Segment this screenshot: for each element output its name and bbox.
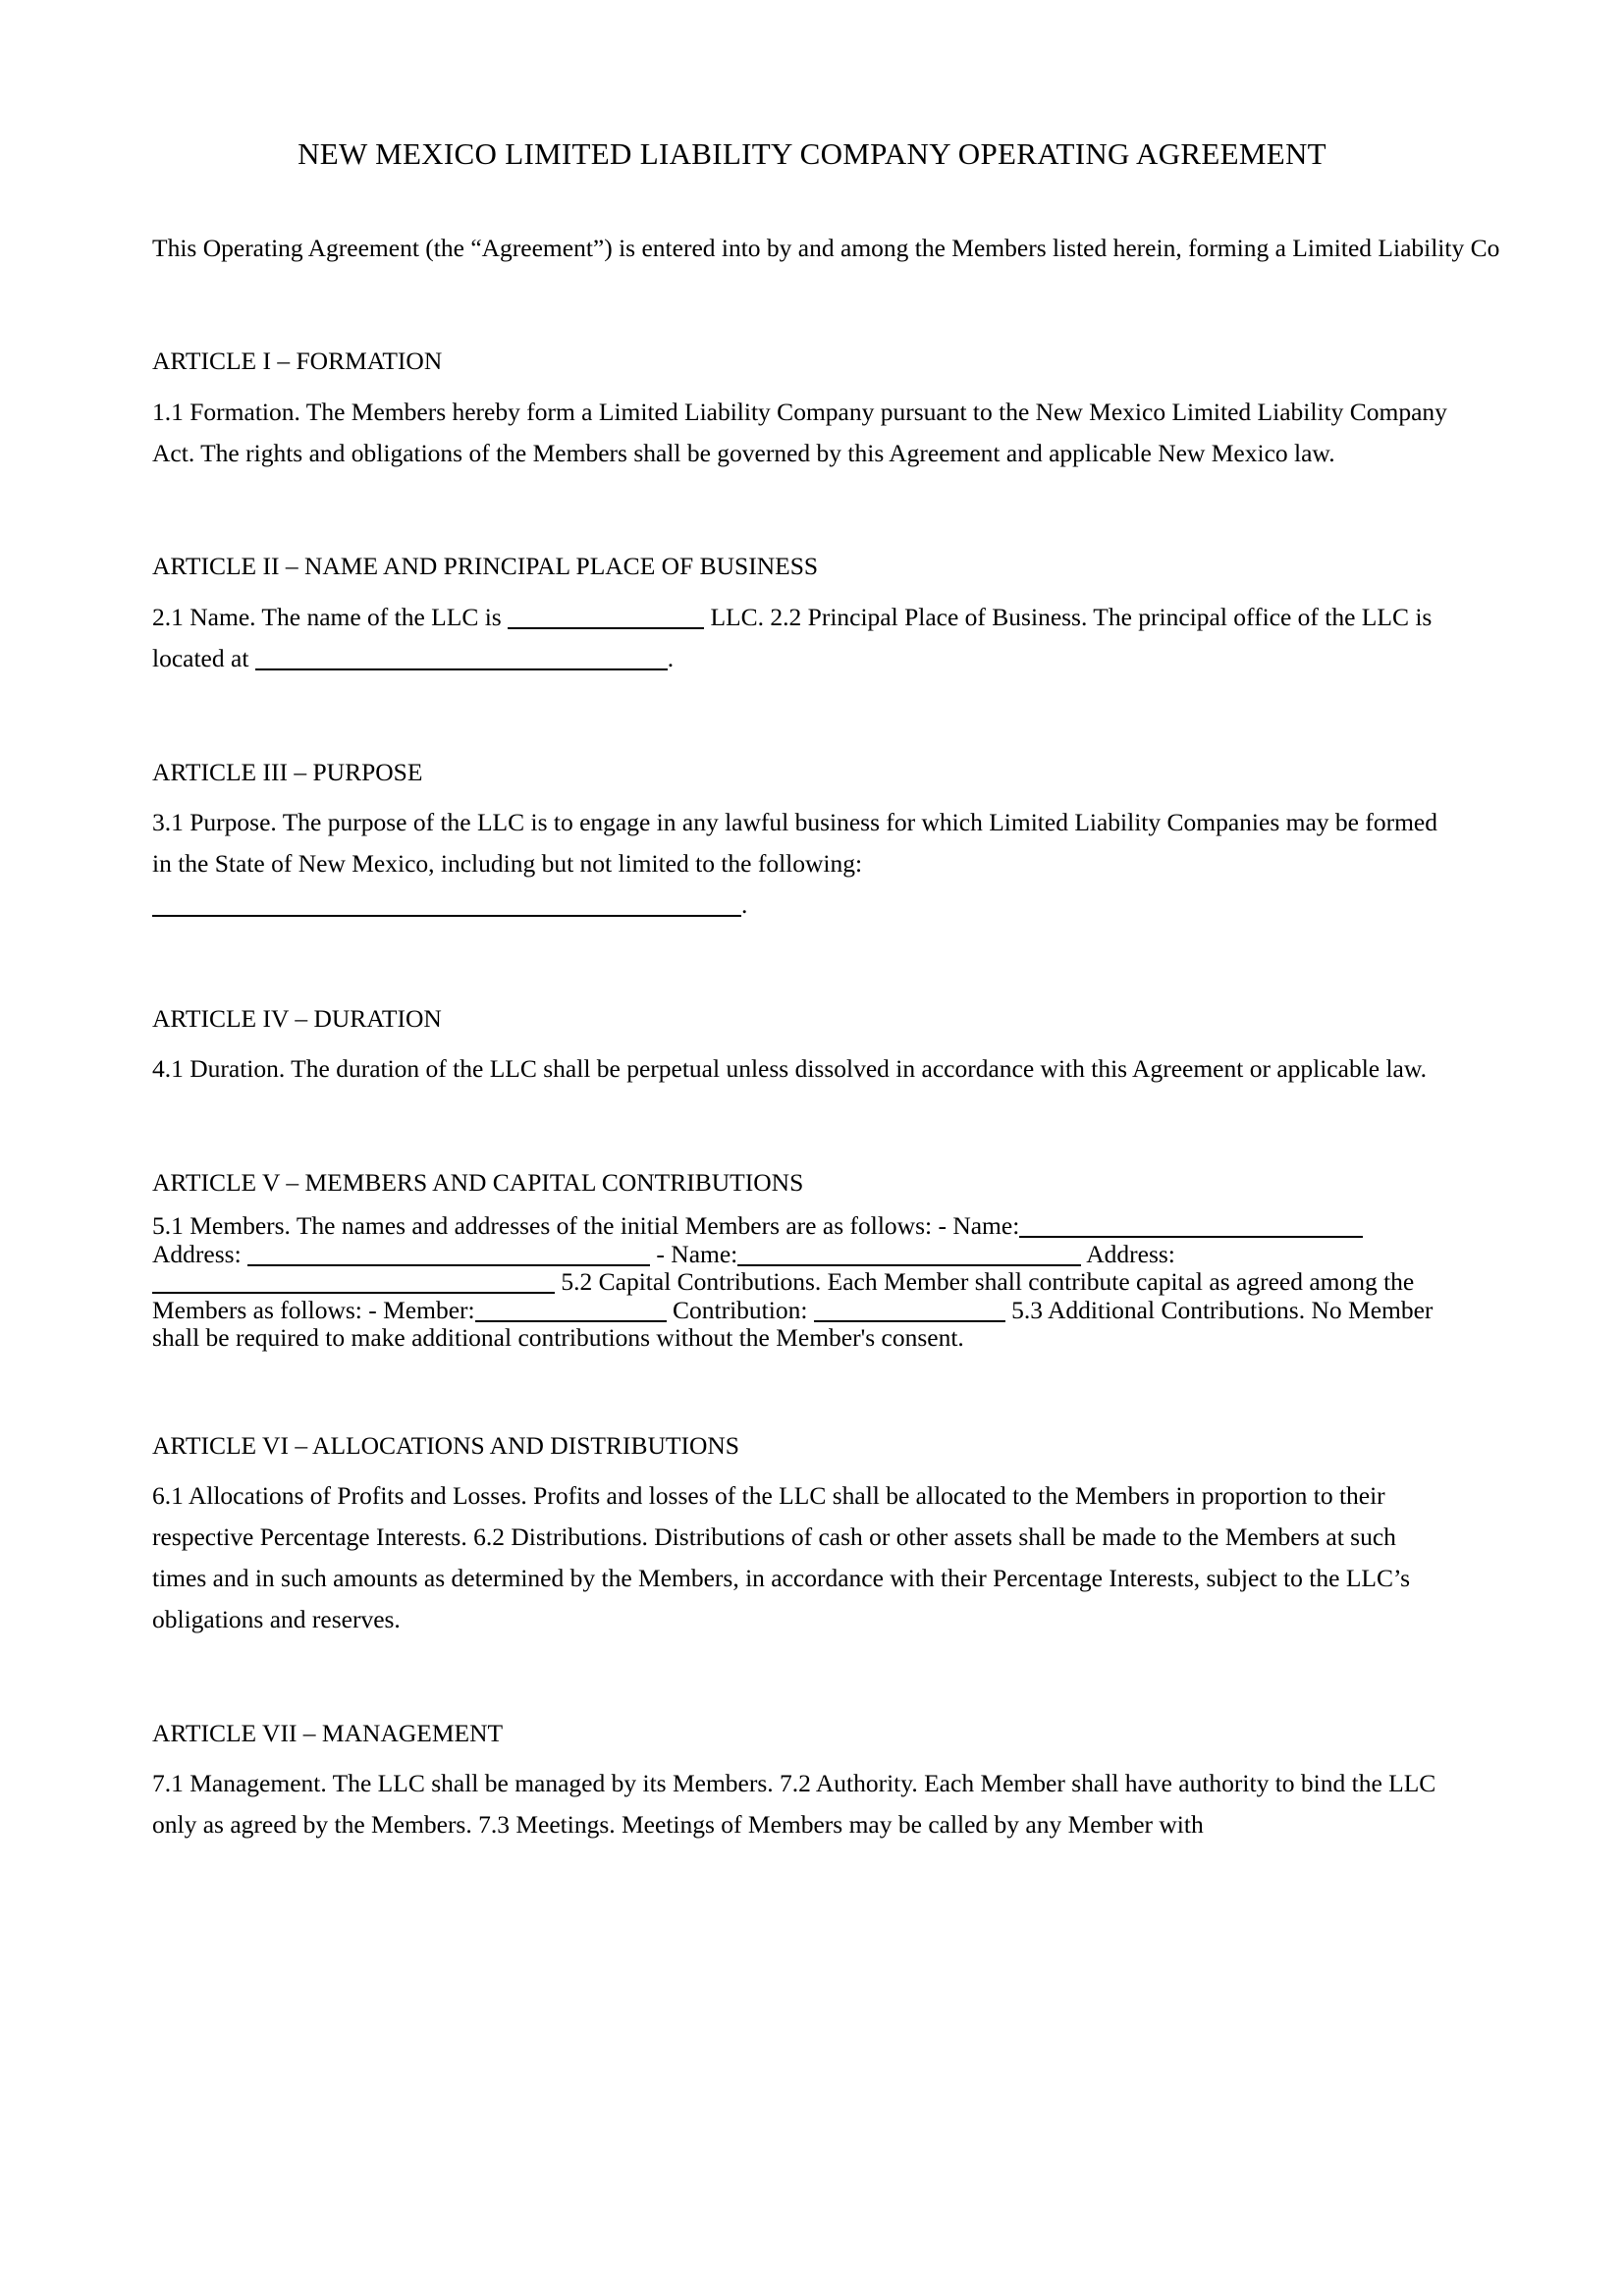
llc-name-blank[interactable] bbox=[508, 627, 704, 629]
article-management bbox=[152, 1713, 1453, 1845]
member-1-name-blank[interactable] bbox=[1019, 1236, 1363, 1238]
member-2-name-blank[interactable] bbox=[737, 1264, 1081, 1266]
text-segment: 2.1 Name. The name of the LLC is bbox=[152, 602, 509, 631]
text-segment: 5.3 Additional Contributions. No Member shall be required to make additional contributions without the Member's consent. bbox=[152, 1295, 1434, 1353]
spacer bbox=[152, 1466, 1453, 1475]
capital-member-blank[interactable] bbox=[475, 1320, 667, 1322]
spacer bbox=[152, 1090, 1453, 1162]
text-segment: 3.1 Purpose. The purpose of the LLC is to engage in any lawful business for which Limited Liability Companies may be formed in the State of New Mexico, including but not limited to the following: bbox=[152, 807, 1437, 878]
article-formation bbox=[152, 341, 1453, 473]
article-body: 7.1 Management. The LLC shall be managed by its Members. 7.2 Authority. Each Member shall have authority to bind the LLC only as agreed by the Members. 7.3 Meetings. Meetings of Members may be called by any Member with bbox=[152, 1769, 1436, 1840]
spacer bbox=[152, 1353, 1453, 1425]
spacer bbox=[152, 926, 1453, 998]
article-heading: ARTICLE VII – MANAGEMENT bbox=[152, 1719, 504, 1748]
text-segment: Address: bbox=[152, 1239, 248, 1268]
text-segment: 5.2 Capital Contributions. Each Member shall contribute capital as agreed among the Members as follows: - Member: bbox=[152, 1267, 1415, 1324]
capital-contribution-blank[interactable] bbox=[814, 1320, 1005, 1322]
article-body bbox=[152, 802, 1453, 926]
spacer bbox=[152, 473, 1453, 546]
document-body bbox=[152, 228, 1500, 1845]
purpose-blank[interactable] bbox=[152, 915, 741, 917]
article-heading: ARTICLE VI – ALLOCATIONS AND DISTRIBUTIONS bbox=[152, 1431, 739, 1461]
article-body: 1.1 Formation. The Members hereby form a Limited Liability Company pursuant to the New Mexico Limited Liability Company Act. The rights and obligations of the Members shall be governed by this Agreement and applicable New Mexico law. bbox=[152, 397, 1447, 467]
text-segment: Contribution: bbox=[666, 1295, 814, 1324]
spacer bbox=[152, 382, 1453, 392]
principal-office-blank[interactable] bbox=[255, 668, 668, 670]
member-2-address-blank[interactable] bbox=[152, 1292, 555, 1294]
spacer bbox=[152, 268, 1453, 341]
text-segment: - Name: bbox=[650, 1239, 738, 1268]
article-body bbox=[152, 597, 1453, 679]
article-purpose bbox=[152, 752, 1453, 926]
member-1-address-blank[interactable] bbox=[247, 1264, 650, 1266]
intro-paragraph: This Operating Agreement (the “Agreement”) is entered into by and among the Members listed herein, forming a Limited Liability Co bbox=[152, 234, 1500, 262]
text-segment: LLC. 2.2 Principal Place of Business. The principal office of the LLC is located at bbox=[152, 602, 1433, 672]
text-segment: . bbox=[741, 889, 748, 919]
article-members-capital bbox=[152, 1162, 1453, 1353]
article-name-and-place bbox=[152, 546, 1453, 678]
spacer bbox=[152, 1039, 1453, 1048]
spacer bbox=[152, 679, 1453, 752]
text-segment: Address: bbox=[1081, 1239, 1175, 1268]
page-title: NEW MEXICO LIMITED LIABILITY COMPANY OPERATING AGREEMENT bbox=[298, 135, 1326, 171]
article-body: 4.1 Duration. The duration of the LLC shall be perpetual unless dissolved in accordance with this Agreement or applicable law. bbox=[152, 1054, 1428, 1084]
spacer bbox=[152, 1753, 1453, 1763]
article-heading: ARTICLE V – MEMBERS AND CAPITAL CONTRIBUTIONS bbox=[152, 1167, 804, 1197]
article-heading: ARTICLE II – NAME AND PRINCIPAL PLACE OF BUSINESS bbox=[152, 552, 819, 581]
text-segment: . bbox=[667, 643, 675, 672]
article-heading: ARTICLE III – PURPOSE bbox=[152, 757, 423, 786]
spacer bbox=[152, 1640, 1453, 1713]
article-body bbox=[152, 1212, 1453, 1353]
spacer bbox=[152, 587, 1453, 597]
text-segment: 5.1 Members. The names and addresses of the initial Members are as follows: - Name: bbox=[152, 1211, 1020, 1241]
article-heading: ARTICLE IV – DURATION bbox=[152, 1003, 442, 1033]
article-allocations-distributions bbox=[152, 1425, 1453, 1640]
article-duration bbox=[152, 998, 1453, 1090]
article-body: 6.1 Allocations of Profits and Losses. Profits and losses of the LLC shall be allocated to the Members in proportion to their respective Percentage Interests. 6.2 Distributions. Distributions of cash or other assets shall be made to the Members at such times and in such amounts as determined by the Members, in accordance with their Percentage Interests, subject to the LLC’s obligations and reserves. bbox=[152, 1481, 1411, 1634]
article-heading: ARTICLE I – FORMATION bbox=[152, 347, 443, 376]
spacer bbox=[152, 792, 1453, 802]
